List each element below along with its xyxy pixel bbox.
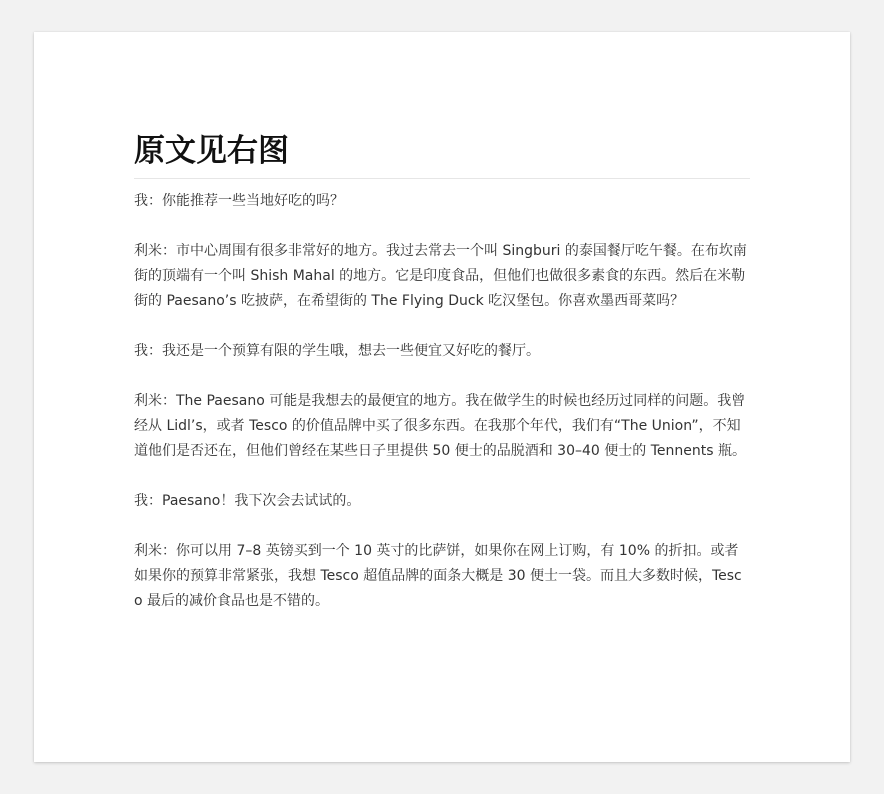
title-divider xyxy=(134,178,750,179)
paragraph-gap xyxy=(134,364,750,389)
document-page xyxy=(34,32,850,762)
paragraph-1: 我：你能推荐一些当地好吃的吗？ xyxy=(134,193,344,209)
paragraph-gap xyxy=(134,314,750,339)
paragraph-gap xyxy=(134,214,750,239)
paragraph-5: 我：Paesano！我下次会去试试的。 xyxy=(134,493,361,509)
document-content xyxy=(134,128,750,614)
paragraph-3: 我：我还是一个预算有限的学生哦，想去一些便宜又好吃的餐厅。 xyxy=(134,343,540,359)
page-title: 原文见右图 xyxy=(134,133,289,169)
paragraph-gap xyxy=(134,514,750,539)
paragraph-gap xyxy=(134,464,750,489)
paragraph-2: 利米：市中心周围有很多非常好的地方。我过去常去一个叫 Singburi 的泰国餐厅吃午餐。在布坎南街的顶端有一个叫 Shish Mahal 的地方。它是印度食品，但他们也做很多素食的东西。然后在米勒街的 Paesano’s 吃披萨，在希望街的 The Flying Duck 吃汉堡包。你喜欢墨西哥菜吗？ xyxy=(134,243,747,309)
paragraph-6: 利米：你可以用 7–8 英镑买到一个 10 英寸的比萨饼，如果你在网上订购，有 10% 的折扣。或者如果你的预算非常紧张，我想 Tesco 超值品牌的面条大概是 30 便士一袋。而且大多数时候，Tesco 最后的减价食品也是不错的。 xyxy=(134,543,742,609)
paragraph-4: 利米：The Paesano 可能是我想去的最便宜的地方。我在做学生的时候也经历过同样的问题。我曾经从 Lidl’s，或者 Tesco 的价值品牌中买了很多东西。在我那个年代，我们有“The Union”，不知道他们是否还在，但他们曾经在某些日子里提供 50 便士的品脱酒和 30–40 便士的 Tennents 瓶。 xyxy=(134,393,746,459)
